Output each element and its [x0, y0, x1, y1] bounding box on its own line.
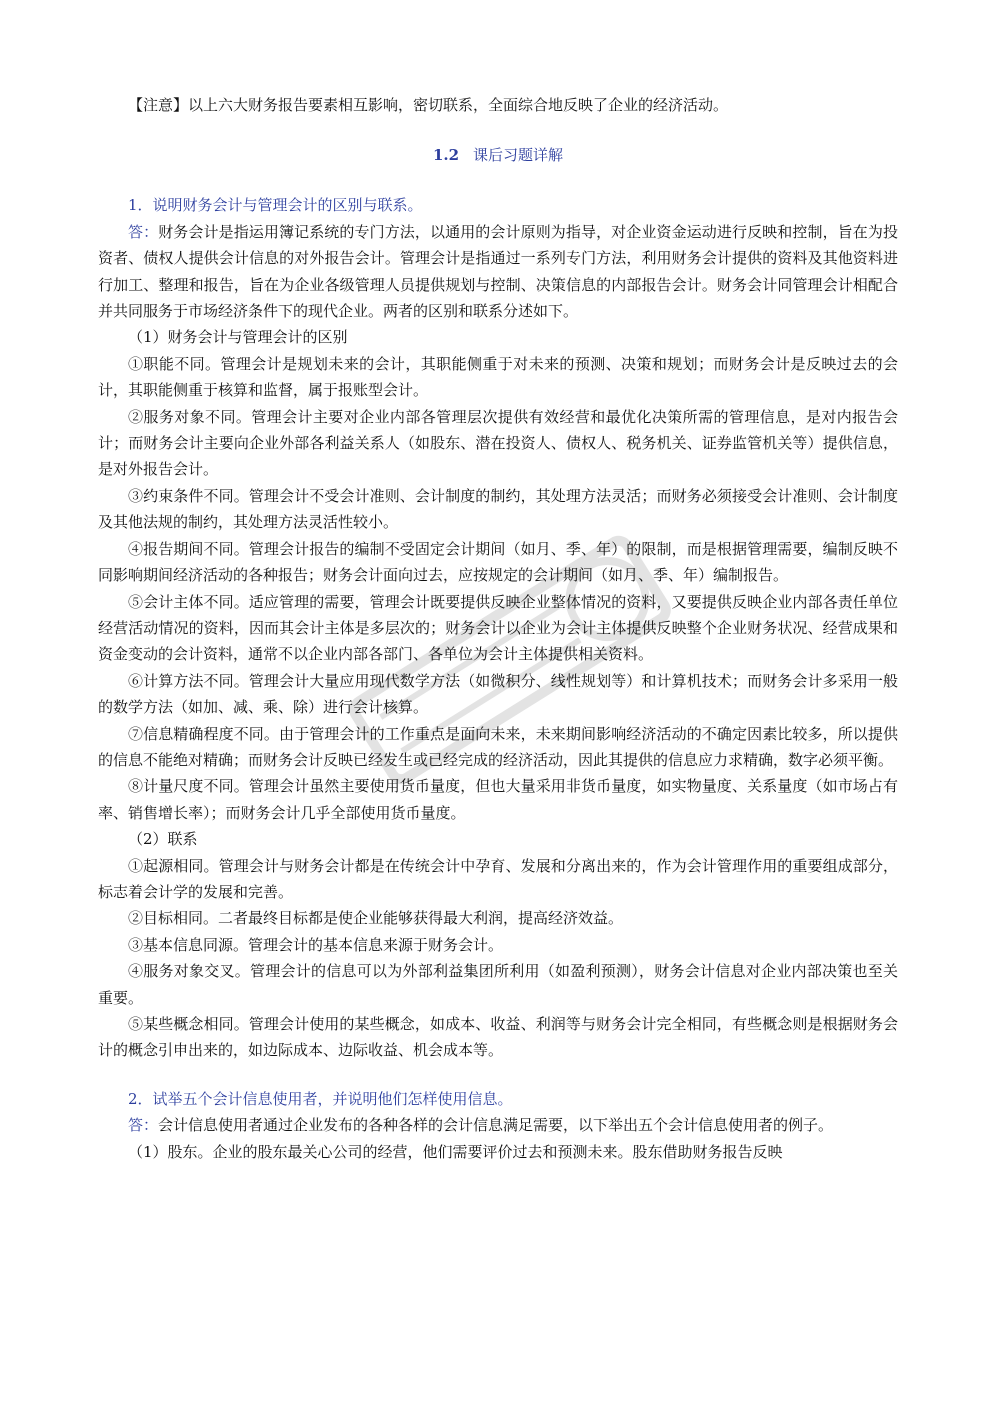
diff-item: ⑦信息精确程度不同。由于管理会计的工作重点是面向未来，未来期间影响经济活动的不确定因素比较多，所以提供的信息不能绝对精确；而财务会计反映已经发生或已经完成的经济活动，因此其提供的信息应力求精确，数字必须平衡。: [98, 724, 898, 769]
question-1: 1．说明财务会计与管理会计的区别与联系。: [128, 196, 423, 215]
diff-item: ⑤会计主体不同。适应管理的需要，管理会计既要提供反映企业整体情况的资料，又要提供反映企业内部各责任单位经营活动情况的资料，因而其会计主体是多层次的；财务会计以企业为会计主体提供反映整个企业财务状况、经营成果和资金变动的会计资料，通常不以企业内部各部门、各单位为会计主体提供相关资料。: [98, 592, 898, 664]
question-2: 2．试举五个会计信息使用者，并说明他们怎样使用信息。: [128, 1089, 513, 1108]
answer-2-item-1: （1）股东。企业的股东最关心公司的经营，他们需要评价过去和预测未来。股东借助财务报告反映: [128, 1142, 783, 1161]
answer-2: [98, 1112, 898, 1138]
link-item: ①起源相同。管理会计与财务会计都是在传统会计中孕育、发展和分离出来的，作为会计管理作用的重要组成部分，标志着会计学的发展和完善。: [98, 856, 898, 901]
link-item: ③基本信息同源。管理会计的基本信息来源于财务会计。: [128, 935, 504, 954]
link-item: ⑤某些概念相同。管理会计使用的某些概念，如成本、收益、利润等与财务会计完全相同，有些概念则是根据财务会计的概念引申出来的，如边际成本、边际收益、机会成本等。: [98, 1015, 898, 1060]
section-number: 1.2: [432, 146, 460, 165]
diff-heading: （1）财务会计与管理会计的区别: [128, 328, 348, 347]
note-paragraph: 【注意】以上六大财务报告要素相互影响，密切联系，全面综合地反映了企业的经济活动。: [128, 96, 729, 114]
diff-item: ⑧计量尺度不同。管理会计虽然主要使用货币量度，但也大量采用非货币量度，如实物量度、关系量度（如市场占有率、销售增长率）；而财务会计几乎全部使用货币量度。: [98, 777, 898, 822]
answer-label: 答：: [128, 1116, 159, 1135]
diff-item: ②服务对象不同。管理会计主要对企业内部各管理层次提供有效经营和最优化决策所需的管理信息，是对内报告会计；而财务会计主要向企业外部各利益关系人（如股东、潜在投资人、债权人、税务机关、证券监管机关等）提供信息，是对外报告会计。: [98, 407, 898, 479]
answer-1-text: 财务会计是指运用簿记系统的专门方法，以通用的会计原则为指导，对企业资金运动进行反映和控制，旨在为投资者、债权人提供会计信息的对外报告会计。管理会计是指通过一系列专门方法，利用财务会计提供的资料及其他资料进行加工、整理和报告，旨在为企业各级管理人员提供规划与控制、决策信息的内部报告会计。财务会计同管理会计相配合并共同服务于市场经济条件下的现代企业。两者的区别和联系分述如下。: [98, 222, 898, 321]
section-title: [98, 142, 898, 168]
answer-1: [98, 219, 898, 325]
document-page: [98, 92, 898, 1165]
diff-item: ⑥计算方法不同。管理会计大量应用现代数学方法（如微积分、线性规划等）和计算机技术；而财务会计多采用一般的数学方法（如加、减、乘、除）进行会计核算。: [98, 671, 898, 717]
diff-item: ①职能不同。管理会计是规划未来的会计，其职能侧重于对未来的预测、决策和规划；而财务会计是反映过去的会计，其职能侧重于核算和监督，属于报账型会计。: [98, 354, 898, 400]
link-heading: （2）联系: [128, 830, 198, 849]
answer-label: 答：: [128, 222, 159, 241]
answer-2-text: 会计信息使用者通过企业发布的各种各样的会计信息满足需要，以下举出五个会计信息使用者的例子。: [158, 1116, 834, 1135]
link-item: ②目标相同。二者最终目标都是使企业能够获得最大利润，提高经济效益。: [128, 909, 624, 928]
diff-item: ③约束条件不同。管理会计不受会计准则、会计制度的制约，其处理方法灵活；而财务必须接受会计准则、会计制度及其他法规的制约，其处理方法灵活性较小。: [98, 486, 898, 532]
section-title-text: 课后习题详解: [473, 146, 564, 165]
diff-item: ④报告期间不同。管理会计报告的编制不受固定会计期间（如月、季、年）的限制，而是根据管理需要，编制反映不同影响期间经济活动的各种报告；财务会计面向过去，应按规定的会计期间（如月、季、年）编制报告。: [98, 539, 898, 585]
link-item: ④服务对象交叉。管理会计的信息可以为外部利益集团所利用（如盈利预测），财务会计信息对企业内部决策也至关重要。: [98, 962, 898, 1007]
